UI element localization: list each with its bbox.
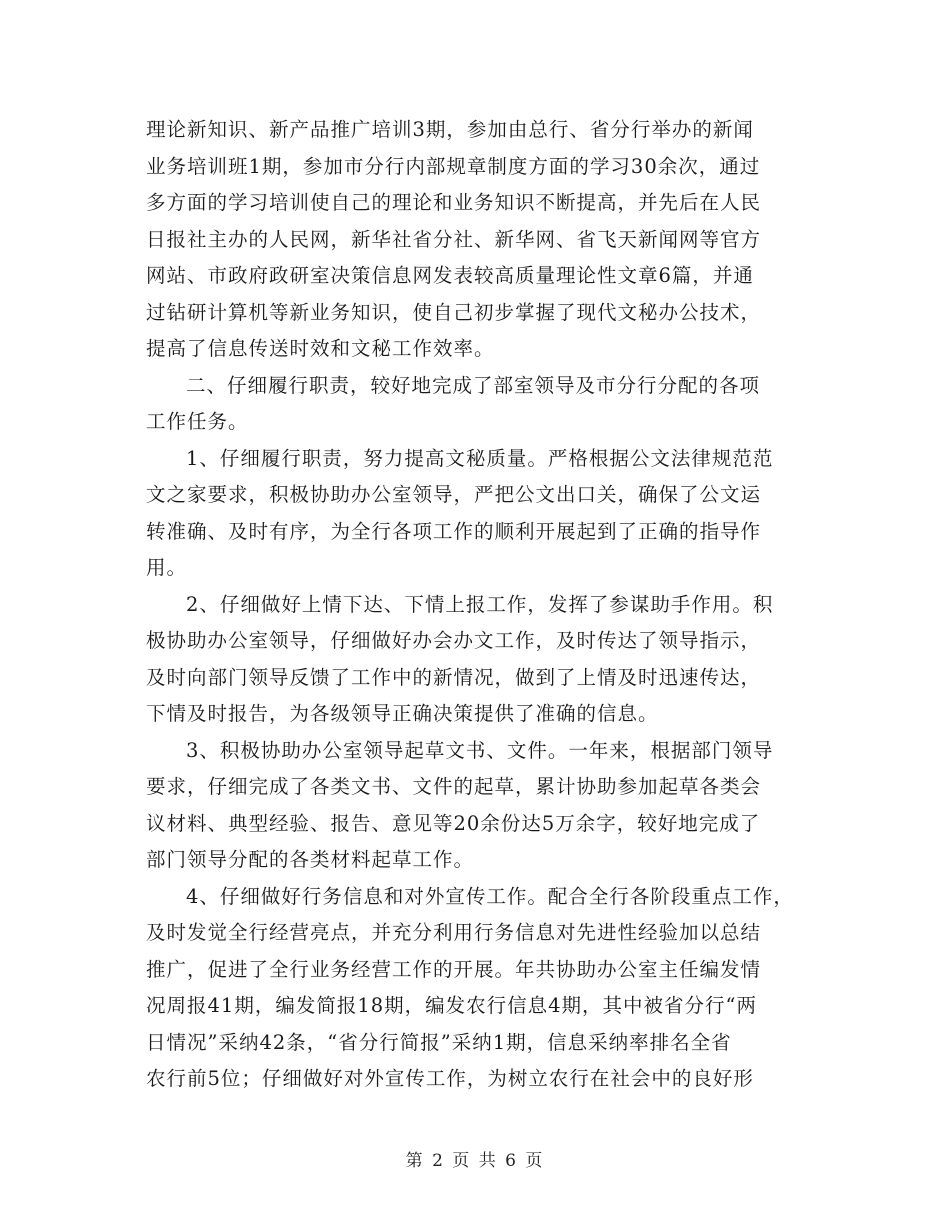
text-line: 况周报41期，编发简报18期，编发农行信息4期，其中被省分行“两 [146, 994, 758, 1017]
document-body [146, 112, 826, 1098]
paragraph-first-line: 2、仔细做好上情下达、下情上报工作，发挥了参谋助手作用。积 [186, 592, 774, 616]
page-number-footer: 第 2 页 共 6 页 [405, 1151, 545, 1171]
text-line: 日情况”采纳42条，“省分行简报”采纳1期，信息采纳率排名全省 [146, 1030, 732, 1054]
section-heading-line: 二、仔细履行职责，较好地完成了部室领导及市分行分配的各项 [186, 373, 761, 397]
text-line: 提高了信息传送时效和文秘工作效率。 [146, 337, 495, 360]
text-line: 日报社主办的人民网，新华社省分社、新华网、省飞天新闻网等官方 [146, 227, 762, 251]
text-line: 农行前5位；仔细做好对外宣传工作，为树立农行在社会中的良好形 [146, 1067, 754, 1090]
text-line: 理论新知识、新产品推广培训3期，参加由总行、省分行举办的新闻 [146, 118, 754, 141]
text-line: 用。 [146, 556, 188, 579]
paragraph-first-line: 4、仔细做好行务信息和对外宣传工作。配合全行各阶段重点工作， [186, 884, 794, 908]
paragraph-first-line: 3、积极协助办公室领导起草文书、文件。一年来，根据部门领导 [186, 738, 774, 762]
text-line: 业务培训班1期，参加市分行内部规章制度方面的学习30余次，通过 [146, 154, 761, 178]
text-line: 转准确、及时有序，为全行各项工作的顺利开展起到了正确的指导作 [146, 519, 762, 543]
text-line: 过钻研计算机等新业务知识，使自己初步掌握了现代文秘办公技术， [146, 300, 762, 324]
text-line: 网站、市政府政研室决策信息网发表较高质量理论性文章6篇，并通 [146, 264, 754, 287]
text-line: 及时向部门领导反馈了工作中的新情况，做到了上情及时迅速传达， [146, 665, 762, 689]
paragraph-first-line: 1、仔细履行职责，努力提高文秘质量。严格根据公文法律规范范 [186, 446, 774, 470]
text-line: 部门领导分配的各类材料起草工作。 [146, 848, 475, 871]
text-line: 极协助办公室领导，仔细做好办会办文工作，及时传达了领导指示， [146, 629, 762, 652]
text-line: 多方面的学习培训使自己的理论和业务知识不断提高，并先后在人民 [146, 191, 762, 214]
text-line: 要求，仔细完成了各类文书、文件的起草，累计协助参加起草各类会 [146, 775, 762, 798]
text-line: 议材料、典型经验、报告、意见等20余份达5万余字，较好地完成了 [146, 811, 761, 835]
text-line: 下情及时报告，为各级领导正确决策提供了准确的信息。 [146, 702, 659, 725]
section-heading-line: 工作任务。 [146, 410, 249, 433]
text-line: 推广，促进了全行业务经营工作的开展。年共协助办公室主任编发情 [146, 957, 762, 981]
text-line: 文之家要求，积极协助办公室领导，严把公文出口关，确保了公文运 [146, 483, 762, 506]
text-line: 及时发觉全行经营亮点，并充分利用行务信息对先进性经验加以总结 [146, 921, 762, 944]
